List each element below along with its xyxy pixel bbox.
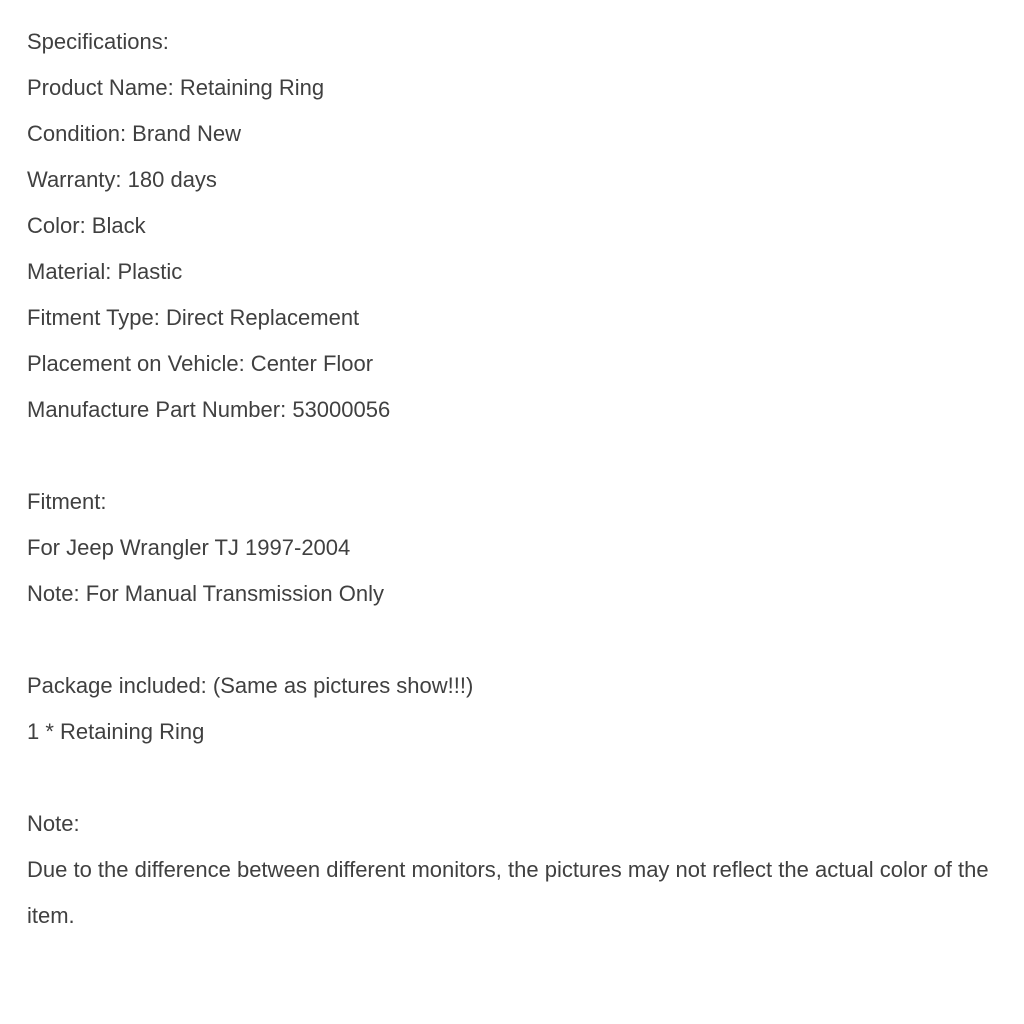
spec-item-placement: Placement on Vehicle: Center Floor [27, 351, 374, 376]
spacer [27, 433, 1012, 479]
spacer [27, 755, 1012, 801]
package-section [27, 663, 1012, 755]
package-item: 1 * Retaining Ring [27, 719, 205, 744]
fitment-item-note: Note: For Manual Transmission Only [27, 581, 385, 606]
spec-item-warranty: Warranty: 180 days [27, 167, 217, 192]
spec-item-product-name: Product Name: Retaining Ring [27, 75, 325, 100]
fitment-item-vehicle: For Jeep Wrangler TJ 1997-2004 [27, 535, 351, 560]
fitment-section [27, 479, 1012, 617]
spec-item-color: Color: Black [27, 213, 146, 238]
product-description [27, 19, 1012, 939]
specifications-heading: Specifications: [27, 29, 169, 54]
spec-item-fitment-type: Fitment Type: Direct Replacement [27, 305, 360, 330]
fitment-heading: Fitment: [27, 489, 107, 514]
spacer [27, 617, 1012, 663]
note-text: Due to the difference between different monitors, the pictures may not reflect the actual color of the item. [27, 857, 989, 928]
specifications-section [27, 19, 1012, 433]
spec-item-part-number: Manufacture Part Number: 53000056 [27, 397, 391, 422]
note-section [27, 801, 1012, 939]
package-heading: Package included: (Same as pictures show!!!) [27, 673, 474, 698]
spec-item-material: Material: Plastic [27, 259, 183, 284]
note-heading: Note: [27, 811, 80, 836]
spec-item-condition: Condition: Brand New [27, 121, 242, 146]
